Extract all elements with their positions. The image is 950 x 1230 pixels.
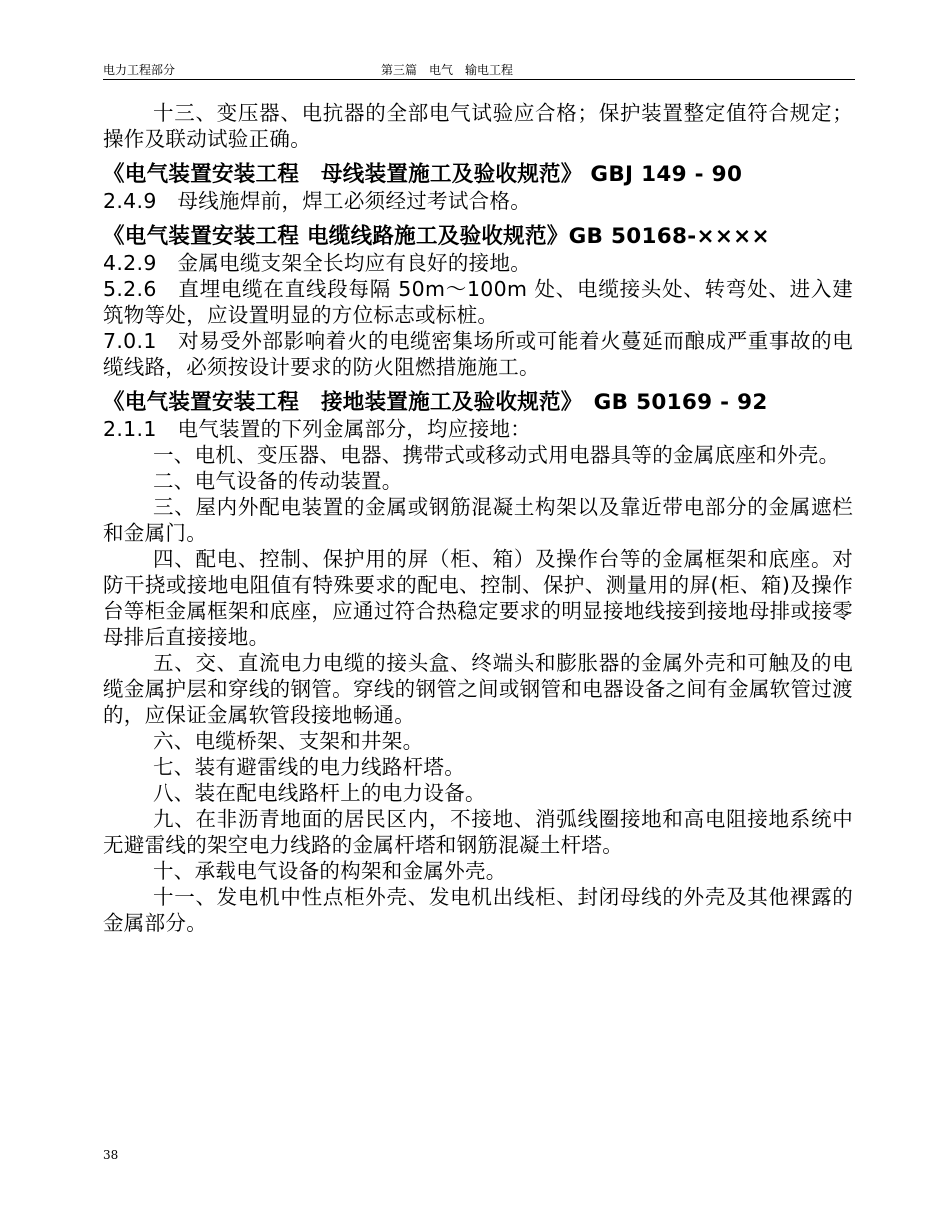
list-item-7: 七、装有避雷线的电力线路杆塔。	[153, 755, 465, 779]
list-item-10: 十、承载电气设备的构架和金属外壳。	[153, 859, 507, 883]
standard-heading-gbj149: 《电气装置安装工程 母线装置施工及验收规范》 GBJ 149 - 90	[103, 162, 743, 187]
list-item-11: 十一、发电机中性点柜外壳、发电机出线柜、封闭母线的外壳及其他裸露的金属部分。	[103, 885, 853, 935]
list-item-4: 四、配电、控制、保护用的屏（柜、箱）及操作台等的金属框架和底座。对防干挠或接地电阻值有特殊要求的配电、控制、保护、测量用的屏(柜、箱)及操作台等柜金属框架和底座，应通过符合热稳定要求的明显接地线接到接地母排或接零母排后直接接地。	[103, 547, 853, 649]
clause-2-4-9: 2.4.9 母线施焊前，焊工必须经过考试合格。	[103, 189, 532, 213]
clause-7-0-1: 7.0.1 对易受外部影响着火的电缆密集场所或可能着火蔓延而酿成严重事故的电缆线路，必须按设计要求的防火阻燃措施施工。	[103, 329, 853, 379]
list-item-1: 一、电机、变压器、电器、携带式或移动式用电器具等的金属底座和外壳。	[153, 443, 840, 467]
list-item-8: 八、装在配电线路杆上的电力设备。	[153, 781, 486, 805]
clause-2-1-1: 2.1.1 电气装置的下列金属部分，均应接地：	[103, 417, 532, 441]
standard-heading-gb50168: 《电气装置安装工程 电缆线路施工及验收规范》GB 50168-××××	[103, 224, 770, 249]
list-item-6: 六、电缆桥架、支架和井架。	[153, 729, 424, 753]
clause-thirteen: 十三、变压器、电抗器的全部电气试验应合格；保护装置整定值符合规定；操作及联动试验正确。	[103, 101, 853, 151]
standard-heading-gb50169: 《电气装置安装工程 接地装置施工及验收规范》 GB 50169 - 92	[103, 390, 768, 415]
header-section-title: 电力工程部分	[103, 63, 176, 77]
list-item-5: 五、交、直流电力电缆的接头盒、终端头和膨胀器的金属外壳和可触及的电缆金属护层和穿线的钢管。穿线的钢管之间或钢管和电器设备之间有金属软管过渡的，应保证金属软管段接地畅通。	[103, 651, 853, 727]
list-item-3: 三、屋内外配电装置的金属或钢筋混凝土构架以及靠近带电部分的金属遮栏和金属门。	[103, 495, 853, 545]
list-item-9: 九、在非沥青地面的居民区内，不接地、消弧线圈接地和高电阻接地系统中无避雷线的架空电力线路的金属杆塔和钢筋混凝土杆塔。	[103, 807, 853, 857]
clause-5-2-6: 5.2.6 直埋电缆在直线段每隔 50m～100m 处、电缆接头处、转弯处、进入建筑物等处，应设置明显的方位标志或标桩。	[103, 277, 853, 327]
clause-4-2-9: 4.2.9 金属电缆支架全长均应有良好的接地。	[103, 251, 532, 275]
list-item-2: 二、电气设备的传动装置。	[153, 469, 403, 493]
page-number: 38	[103, 1148, 119, 1162]
page-header	[103, 60, 855, 80]
header-chapter-title: 第三篇 电气 输电工程	[381, 63, 514, 77]
document-body	[103, 100, 853, 936]
